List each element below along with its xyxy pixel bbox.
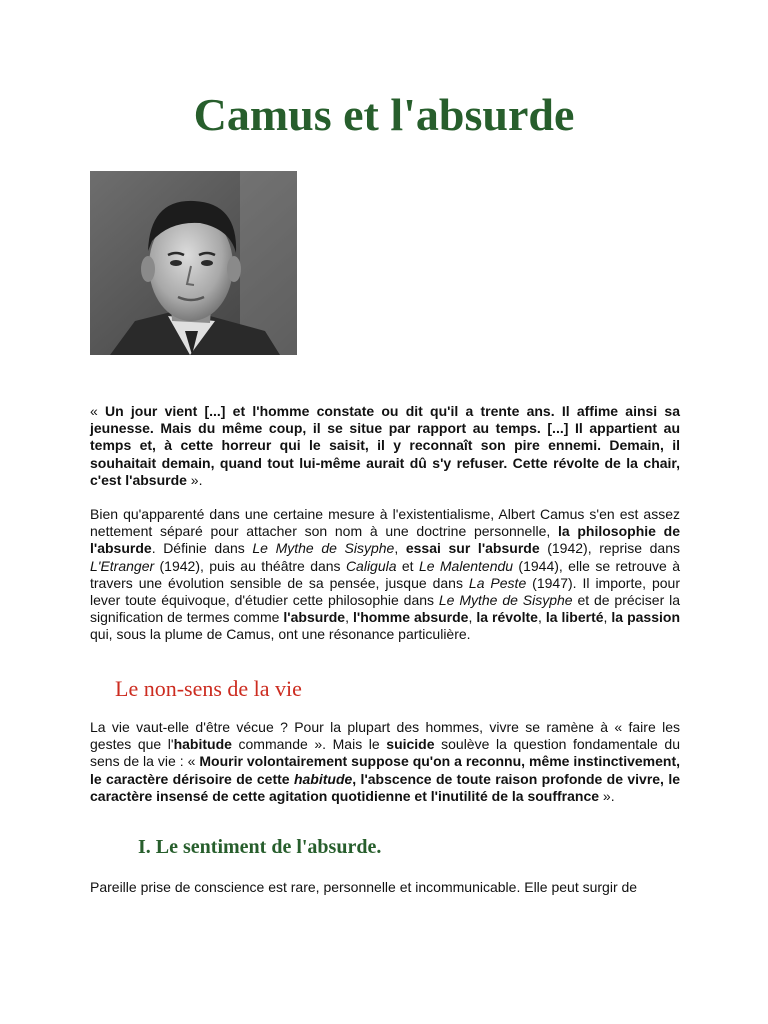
section-heading-non-sens: Le non-sens de la vie xyxy=(115,676,302,701)
camus-quote: « Un jour vient [...] et l'homme constate ou dit qu'il a trente ans. Il affime ainsi sa jeunesse. Mais du même coup, il se situe par rapport au temps. [...] Il appartient au temps et, à cette horreur qui le saisit, il y reconnaît son pire ennemi. Demain, il souhaitait demain, quand tout lui-même aurait dû s'y refuser. Cette révolte de la chair, c'est l'absurde ». xyxy=(90,403,680,488)
portrait-image xyxy=(90,171,297,355)
sentiment-paragraph: Pareille prise de conscience est rare, personnelle et incommunicable. Elle peut surgir de xyxy=(90,879,638,895)
portrait-photo xyxy=(90,171,297,355)
intro-paragraph: Bien qu'apparenté dans une certaine mesure à l'existentialisme, Albert Camus s'en est assez nettement séparé pour attacher son nom à une doctrine personnelle, la philosophie de l'absurde. Définie dans Le Mythe de Sisyphe, essai sur l'absurde (1942), reprise dans L'Etranger (1942), puis au théâtre dans Caligula et Le Malentendu (1944), elle se retrouve à travers une évolution sensible de sa pensée, jusque dans La Peste (1947). Il importe, pour lever toute équivoque, d'étudier cette philosophie dans Le Mythe de Sisyphe et de préciser la signification de termes comme l'absurde, l'homme absurde, la révolte, la liberté, la passion qui, sous la plume de Camus, ont une résonance particulière. xyxy=(90,506,680,643)
section-heading-sentiment: I. Le sentiment de l'absurde. xyxy=(138,836,382,858)
non-sens-paragraph: La vie vaut-elle d'être vécue ? Pour la plupart des hommes, vivre se ramène à « faire les gestes que l'habitude commande ». Mais le suicide soulève la question fondamentale du sens de la vie : « Mourir volontairement suppose qu'on a reconnu, même instinctivement, le caractère dérisoire de cette habitude, l'abscence de toute raison profonde de vivre, le caractère insensé de cette agitation quotidienne et l'inutilité de la souffrance ». xyxy=(90,719,681,804)
page-title: Camus et l'absurde xyxy=(193,89,575,140)
